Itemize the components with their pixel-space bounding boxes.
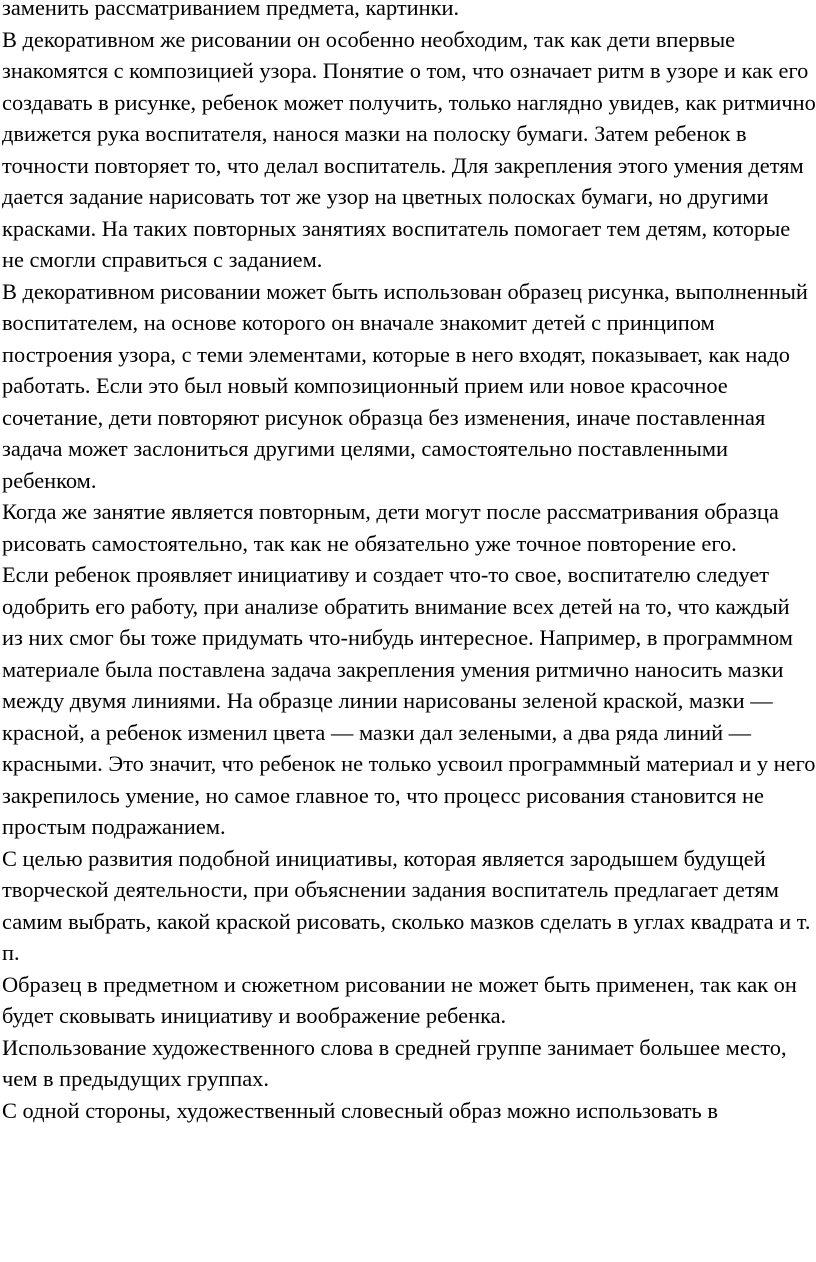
paragraph-4: Когда же занятие является повторным, дети могут после рассматривания образца рисовать самостоятельно, так как не обязательно уже точное повторение его. [2,499,779,556]
paragraph-1: заменить рассматриванием предмета, картинки. [2,0,460,20]
paragraph-8: Использование художественного слова в средней группе занимает большее место, чем в предыдущих группах. [2,1034,787,1091]
paragraph-2: В декоративном же рисовании он особенно необходим, так как дети впервые знакомятся с композицией узора. Понятие о том, что означает ритм в узоре и как его создавать в рисунке, ребенок может получить, только наглядно увидев, как ритмично движется рука воспитателя, нанося мазки на полоску бумаги. Затем ребенок в точности повторяет то, что делал воспитатель. Для закрепления этого умения детям дается задание нарисовать тот же узор на цветных полосках бумаги, но другими красками. На таких повторных занятиях воспитатель помогает тем детям, которые не смогли справиться с заданием. [2,26,816,272]
paragraph-7: Образец в предметном и сюжетном рисовании не может быть применен, так как он будет сковывать инициативу и воображение ребенка. [2,971,797,1028]
paragraph-3: В декоративном рисовании может быть использован образец рисунка, выполненный воспитателем, на основе которого он вначале знакомит детей с принципом построения узора, с теми элементами, которые в него входят, показывает, как надо работать. Если это был новый композиционный прием или новое красочное сочетание, дети повторяют рисунок образца без изменения, иначе поставленная задача может заслониться другими целями, самостоятельно поставленными ребенком. [2,278,808,493]
paragraph-5: Если ребенок проявляет инициативу и создает что-то свое, воспитателю следует одобрить его работу, при анализе обратить внимание всех детей на то, что каждый из них смог бы тоже придумать что-нибудь интересное. Например, в программном материале была поставлена задача закрепления умения ритмично наносить мазки между двумя линиями. На образце линии нарисованы зеленой краской, мазки — красной, а ребенок изменил цвета — мазки дал зелеными, а два ряда линий — красными. Это значит, что ребенок не только усвоил программный материал и у него закрепилось умение, но самое главное то, что процесс рисования становится не простым подражанием. [2,562,816,839]
paragraph-9: С одной стороны, художественный словесный образ можно использовать в [2,1097,718,1123]
paragraph-6: С целью развития подобной инициативы, которая является зародышем будущей творческой деятельности, при объяснении задания воспитатель предлагает детям самим выбрать, какой краской рисовать, сколько мазков сделать в углах квадрата и т. п. [2,845,811,965]
